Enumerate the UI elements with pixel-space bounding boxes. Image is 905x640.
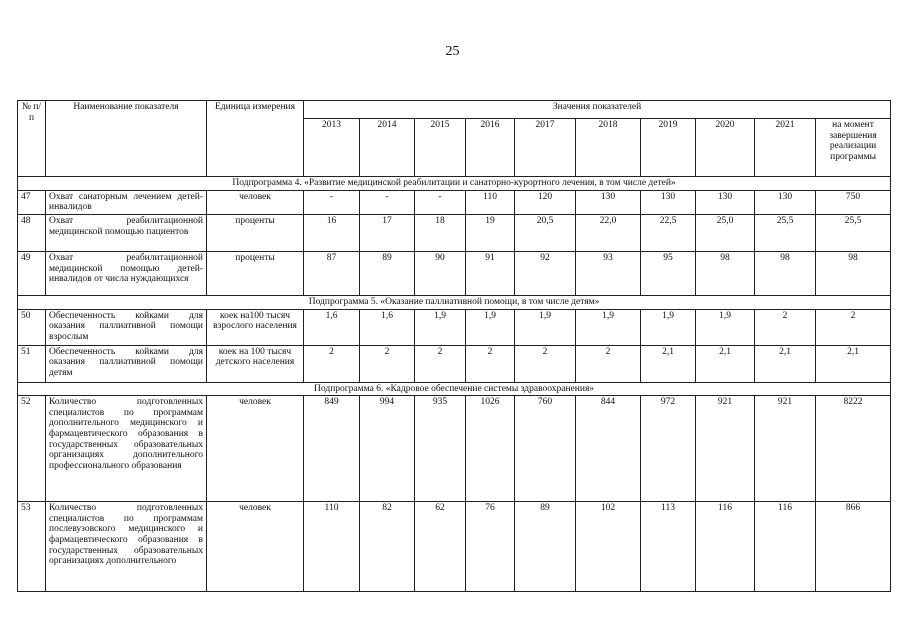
row-value: 1,6	[360, 309, 415, 345]
table-row	[18, 309, 891, 345]
row-num: 52	[18, 396, 46, 502]
subprogram-title: Подпрограмма 5. «Оказание паллиативной помощи, в том числе детям»	[18, 295, 891, 309]
subprogram-row	[18, 382, 891, 396]
row-num: 48	[18, 214, 46, 251]
row-unit: человек	[207, 502, 304, 592]
row-value: 2	[304, 345, 360, 382]
row-value: 120	[515, 190, 576, 214]
header-name: Наименование показателя	[46, 101, 207, 177]
row-value: 93	[576, 251, 641, 295]
row-name: Количество подготовленных специалистов по программам послевузовского медицинского и фармацевтического образования в государственных образовательных организациях дополнительного	[46, 502, 207, 592]
row-value: 935	[415, 396, 466, 502]
row-value: 62	[415, 502, 466, 592]
row-value: 2	[816, 309, 891, 345]
row-value: 95	[641, 251, 696, 295]
row-value: 130	[641, 190, 696, 214]
header-unit: Единица измерения	[207, 101, 304, 177]
row-value: 1,9	[415, 309, 466, 345]
row-name: Охват реабилитационной медицинской помощью пациентов	[46, 214, 207, 251]
row-value: 921	[755, 396, 816, 502]
row-value: 1026	[466, 396, 515, 502]
row-value: 2	[515, 345, 576, 382]
row-value: -	[360, 190, 415, 214]
row-value: 91	[466, 251, 515, 295]
row-num: 53	[18, 502, 46, 592]
row-value: 921	[696, 396, 755, 502]
row-value: 25,5	[755, 214, 816, 251]
row-value: 98	[816, 251, 891, 295]
row-value: 2	[755, 309, 816, 345]
row-value: 82	[360, 502, 415, 592]
header-year: 2019	[641, 119, 696, 177]
table-header	[18, 101, 891, 177]
row-value: 2	[576, 345, 641, 382]
row-value: 90	[415, 251, 466, 295]
row-value: 98	[696, 251, 755, 295]
row-value: 2,1	[816, 345, 891, 382]
row-num: 49	[18, 251, 46, 295]
row-value: 19	[466, 214, 515, 251]
table-body	[18, 177, 891, 592]
row-value: 1,9	[696, 309, 755, 345]
row-name: Обеспеченность койками для оказания паллиативной помощи детям	[46, 345, 207, 382]
subprogram-row	[18, 295, 891, 309]
indicators-table	[17, 100, 891, 592]
row-value: 25,5	[816, 214, 891, 251]
row-value: 22,0	[576, 214, 641, 251]
row-num: 51	[18, 345, 46, 382]
row-value: 849	[304, 396, 360, 502]
table-row	[18, 190, 891, 214]
row-unit: человек	[207, 190, 304, 214]
row-value: 130	[696, 190, 755, 214]
subprogram-title: Подпрограмма 4. «Развитие медицинской реабилитации и санаторно-курортного лечения, в том числе детей»	[18, 177, 891, 191]
row-name: Охват реабилитационной медицинской помощью детей-инвалидов от числа нуждающихся	[46, 251, 207, 295]
row-unit: коек на 100 тысяч детского населения	[207, 345, 304, 382]
header-year: 2016	[466, 119, 515, 177]
row-value: 89	[515, 502, 576, 592]
row-value: -	[304, 190, 360, 214]
row-value: 760	[515, 396, 576, 502]
header-final: на момент завершения реализации программы	[816, 119, 891, 177]
row-value: 17	[360, 214, 415, 251]
row-name: Обеспеченность койками для оказания паллиативной помощи взрослым	[46, 309, 207, 345]
row-unit: человек	[207, 396, 304, 502]
row-value: 92	[515, 251, 576, 295]
subprogram-title: Подпрограмма 6. «Кадровое обеспечение системы здравоохранения»	[18, 382, 891, 396]
row-value: 113	[641, 502, 696, 592]
row-value: 2,1	[755, 345, 816, 382]
header-year: 2014	[360, 119, 415, 177]
row-unit: коек на100 тысяч взрослого населения	[207, 309, 304, 345]
row-unit: проценты	[207, 214, 304, 251]
row-value: -	[415, 190, 466, 214]
row-value: 844	[576, 396, 641, 502]
row-value: 1,9	[576, 309, 641, 345]
row-value: 116	[755, 502, 816, 592]
row-value: 1,9	[515, 309, 576, 345]
header-num: № п/п	[18, 101, 46, 177]
row-value: 130	[576, 190, 641, 214]
row-value: 76	[466, 502, 515, 592]
row-value: 750	[816, 190, 891, 214]
row-value: 130	[755, 190, 816, 214]
subprogram-row	[18, 177, 891, 191]
row-value: 2	[466, 345, 515, 382]
row-value: 1,9	[466, 309, 515, 345]
row-unit: проценты	[207, 251, 304, 295]
row-value: 1,9	[641, 309, 696, 345]
row-value: 972	[641, 396, 696, 502]
row-value: 102	[576, 502, 641, 592]
header-year: 2021	[755, 119, 816, 177]
row-value: 2,1	[641, 345, 696, 382]
row-value: 18	[415, 214, 466, 251]
row-value: 25,0	[696, 214, 755, 251]
header-year: 2015	[415, 119, 466, 177]
row-num: 47	[18, 190, 46, 214]
row-value: 89	[360, 251, 415, 295]
header-year: 2018	[576, 119, 641, 177]
header-year: 2013	[304, 119, 360, 177]
row-value: 16	[304, 214, 360, 251]
row-value: 8222	[816, 396, 891, 502]
row-value: 20,5	[515, 214, 576, 251]
header-year: 2020	[696, 119, 755, 177]
page-number: 25	[445, 44, 460, 59]
row-num: 50	[18, 309, 46, 345]
table-row	[18, 345, 891, 382]
row-value: 994	[360, 396, 415, 502]
header-values: Значения показателей	[304, 101, 891, 119]
row-value: 87	[304, 251, 360, 295]
header-year: 2017	[515, 119, 576, 177]
table-row	[18, 502, 891, 592]
row-value: 2	[360, 345, 415, 382]
table-row	[18, 214, 891, 251]
row-value: 110	[466, 190, 515, 214]
row-value: 110	[304, 502, 360, 592]
row-name: Количество подготовленных специалистов по программам дополнительного медицинского и фармацевтического образования в государственных образовательных организациях дополнительного профессионального образования	[46, 396, 207, 502]
row-value: 2	[415, 345, 466, 382]
table-row	[18, 396, 891, 502]
table-row	[18, 251, 891, 295]
row-value: 2,1	[696, 345, 755, 382]
row-value: 22,5	[641, 214, 696, 251]
row-value: 116	[696, 502, 755, 592]
row-value: 98	[755, 251, 816, 295]
row-value: 1,6	[304, 309, 360, 345]
row-name: Охват санаторным лечением детей-инвалидов	[46, 190, 207, 214]
row-value: 866	[816, 502, 891, 592]
